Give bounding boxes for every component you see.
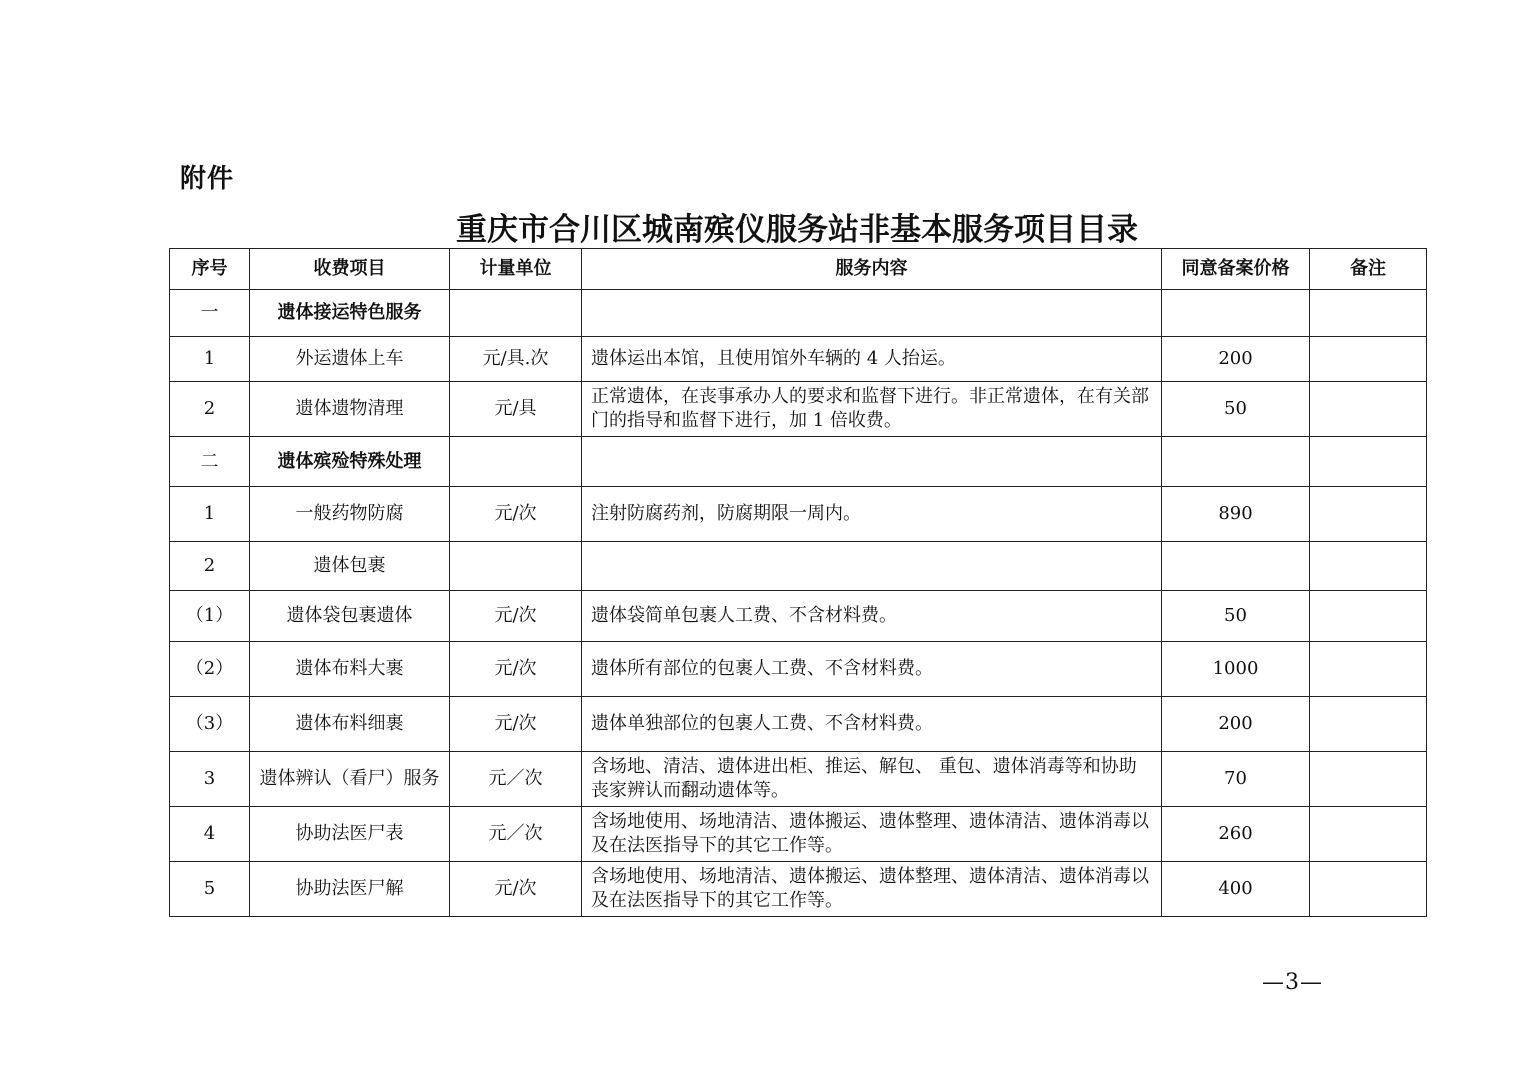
table-row	[170, 437, 1427, 487]
cell-remark	[1310, 591, 1427, 642]
table-row	[170, 697, 1427, 752]
header-remark: 备注	[1310, 249, 1427, 290]
cell-item: 遗体辨认（看尸）服务	[250, 752, 450, 807]
cell-content	[582, 542, 1162, 591]
cell-unit: 元/具.次	[450, 337, 582, 382]
table-row	[170, 807, 1427, 862]
cell-price	[1162, 542, 1310, 591]
cell-seq: 二	[170, 437, 250, 487]
cell-seq: 5	[170, 862, 250, 917]
cell-remark	[1310, 752, 1427, 807]
cell-item: 外运遗体上车	[250, 337, 450, 382]
cell-seq: 3	[170, 752, 250, 807]
cell-price: 50	[1162, 382, 1310, 437]
header-price: 同意备案价格	[1162, 249, 1310, 290]
cell-unit: 元/具	[450, 382, 582, 437]
cell-remark	[1310, 487, 1427, 542]
table-row	[170, 591, 1427, 642]
cell-price: 70	[1162, 752, 1310, 807]
cell-content	[582, 437, 1162, 487]
cell-content: 遗体单独部位的包裹人工费、不含材料费。	[582, 697, 1162, 752]
cell-seq: （3）	[170, 697, 250, 752]
cell-price: 50	[1162, 591, 1310, 642]
cell-unit: 元／次	[450, 752, 582, 807]
cell-content: 遗体运出本馆，且使用馆外车辆的 4 人抬运。	[582, 337, 1162, 382]
cell-seq: 一	[170, 290, 250, 337]
cell-unit: 元/次	[450, 591, 582, 642]
cell-price: 200	[1162, 697, 1310, 752]
cell-remark	[1310, 337, 1427, 382]
header-item: 收费项目	[250, 249, 450, 290]
table-row	[170, 487, 1427, 542]
cell-unit	[450, 290, 582, 337]
cell-remark	[1310, 382, 1427, 437]
cell-price: 1000	[1162, 642, 1310, 697]
cell-content: 注射防腐药剂，防腐期限一周内。	[582, 487, 1162, 542]
page-number: —3—	[1262, 970, 1323, 995]
cell-price: 890	[1162, 487, 1310, 542]
cell-content: 含场地使用、场地清洁、遗体搬运、遗体整理、遗体清洁、遗体消毒以及在法医指导下的其它工作等。	[582, 807, 1162, 862]
cell-unit	[450, 542, 582, 591]
cell-price: 200	[1162, 337, 1310, 382]
cell-item: 遗体袋包裹遗体	[250, 591, 450, 642]
cell-seq: 2	[170, 542, 250, 591]
cell-remark	[1310, 807, 1427, 862]
cell-seq: 4	[170, 807, 250, 862]
table-row	[170, 752, 1427, 807]
header-content: 服务内容	[582, 249, 1162, 290]
cell-seq: 2	[170, 382, 250, 437]
cell-remark	[1310, 697, 1427, 752]
cell-content: 正常遗体，在丧事承办人的要求和监督下进行。非正常遗体，在有关部门的指导和监督下进行，加 1 倍收费。	[582, 382, 1162, 437]
cell-item: 遗体遗物清理	[250, 382, 450, 437]
cell-unit	[450, 437, 582, 487]
cell-price: 260	[1162, 807, 1310, 862]
cell-item: 遗体殡殓特殊处理	[250, 437, 450, 487]
cell-item: 遗体接运特色服务	[250, 290, 450, 337]
cell-item: 协助法医尸表	[250, 807, 450, 862]
header-seq: 序号	[170, 249, 250, 290]
cell-item: 遗体布料大裹	[250, 642, 450, 697]
table-row	[170, 862, 1427, 917]
cell-remark	[1310, 542, 1427, 591]
cell-price: 400	[1162, 862, 1310, 917]
cell-unit: 元/次	[450, 862, 582, 917]
table-row	[170, 290, 1427, 337]
cell-unit: 元/次	[450, 642, 582, 697]
header-unit: 计量单位	[450, 249, 582, 290]
attachment-label: 附件	[180, 164, 235, 194]
table-row	[170, 337, 1427, 382]
table-row	[170, 542, 1427, 591]
table-row	[170, 642, 1427, 697]
cell-price	[1162, 290, 1310, 337]
cell-seq: （2）	[170, 642, 250, 697]
cell-remark	[1310, 290, 1427, 337]
cell-item: 协助法医尸解	[250, 862, 450, 917]
table-row	[170, 382, 1427, 437]
fee-table	[169, 248, 1427, 917]
cell-content: 遗体袋简单包裹人工费、不含材料费。	[582, 591, 1162, 642]
cell-unit: 元/次	[450, 697, 582, 752]
cell-item: 一般药物防腐	[250, 487, 450, 542]
cell-unit: 元／次	[450, 807, 582, 862]
cell-seq: 1	[170, 487, 250, 542]
cell-item: 遗体包裹	[250, 542, 450, 591]
cell-content: 含场地使用、场地清洁、遗体搬运、遗体整理、遗体清洁、遗体消毒以及在法医指导下的其它工作等。	[582, 862, 1162, 917]
cell-unit: 元/次	[450, 487, 582, 542]
cell-price	[1162, 437, 1310, 487]
cell-remark	[1310, 642, 1427, 697]
cell-seq: 1	[170, 337, 250, 382]
cell-remark	[1310, 437, 1427, 487]
cell-item: 遗体布料细裹	[250, 697, 450, 752]
cell-content: 遗体所有部位的包裹人工费、不含材料费。	[582, 642, 1162, 697]
table-header-row	[170, 249, 1427, 290]
cell-remark	[1310, 862, 1427, 917]
document-title: 重庆市合川区城南殡仪服务站非基本服务项目目录	[456, 212, 1138, 248]
cell-seq: （1）	[170, 591, 250, 642]
cell-content: 含场地、清洁、遗体进出柜、推运、解包、 重包、遗体消毒等和协助丧家辨认而翻动遗体等。	[582, 752, 1162, 807]
cell-content	[582, 290, 1162, 337]
